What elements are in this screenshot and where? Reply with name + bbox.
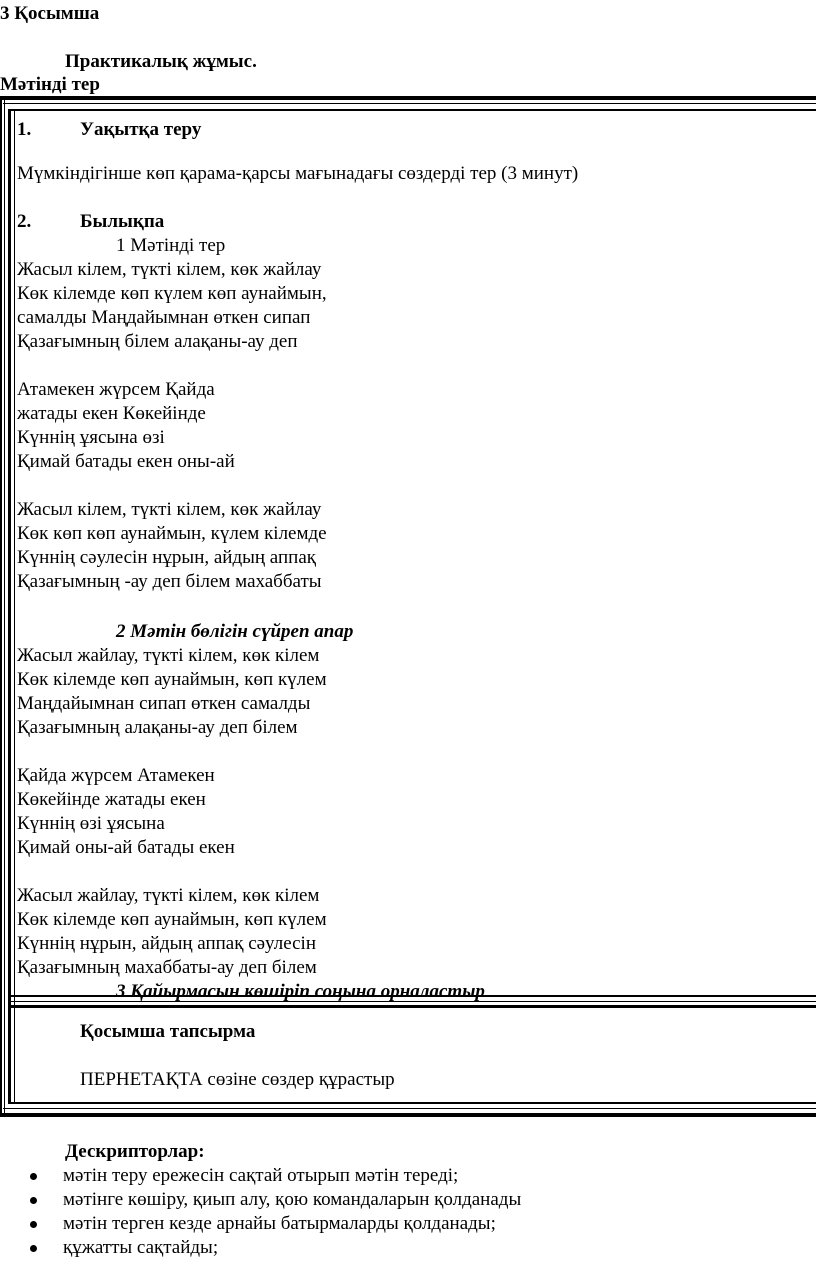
bullet-icon <box>30 1245 37 1252</box>
poem-line: Жасыл кілем, түкті кілем, көк жайлау <box>17 259 322 280</box>
poem-line: Көк көп көп аунаймын, күлем кілемде <box>17 523 327 544</box>
list-item: мәтін теру ережесін сақтай отырып мәтін тереді; <box>0 1164 521 1188</box>
poem-line: Маңдайымнан сипап өткен самалды <box>17 693 311 714</box>
poem-line: Жасыл кілем, түкті кілем, көк жайлау <box>17 499 322 520</box>
poem-line: Атамекен жүрсем Қайда <box>17 379 215 400</box>
list-item: мәтінге көшіру, қиып алу, қою командаларын қолданады <box>0 1188 521 1212</box>
descriptors-list <box>0 1164 521 1260</box>
poem-line: Қазағымның алақаны-ау деп білем <box>17 717 298 738</box>
section2-number: 2. <box>17 211 32 232</box>
poem-line: Көкейінде жатады екен <box>17 789 206 810</box>
page-subtitle: Мәтінді тер <box>0 74 100 95</box>
poem-line: Жасыл жайлау, түкті кілем, көк кілем <box>17 645 320 666</box>
bullet-icon <box>30 1221 37 1228</box>
poem-line: самалды Маңдайымнан өткен сипап <box>17 307 311 328</box>
section1-number: 1. <box>17 119 32 140</box>
poem-line: жатады екен Көкейінде <box>17 403 206 424</box>
poem-line: Күннің сәулесін нұрын, айдың аппақ <box>17 547 316 568</box>
poem-line: Қазағымның білем алақаны-ау деп <box>17 331 298 352</box>
poem-line: Күннің нұрын, айдың аппақ сәулесін <box>17 933 316 954</box>
extra-task-text: ПЕРНЕТАҚТА сөзіне сөздер құрастыр <box>80 1069 395 1090</box>
section1-heading: Уақытқа теру <box>80 119 202 140</box>
section1-task: Мүмкіндігінше көп қарама-қарсы мағынадағы сөздерді тер (3 минут) <box>17 163 579 184</box>
subheading-copy-chorus: 3 Қайырмасын көшіріп соңына орналастыр <box>116 981 485 1002</box>
poem-line: Көк кілемде көп күлем көп аунаймын, <box>17 283 327 304</box>
poem-line: Қазағымның -ау деп білем махаббаты <box>17 571 322 592</box>
bullet-icon <box>30 1173 37 1180</box>
poem-line: Көк кілемде көп аунаймын, көп күлем <box>17 909 327 930</box>
poem-line: Қайда жүрсем Атамекен <box>17 765 215 786</box>
subheading-drag-part: 2 Мәтін бөлігін сүйреп апар <box>116 621 354 642</box>
appendix-label: 3 Қосымша <box>0 3 100 24</box>
page-title: Практикалық жұмыс. <box>65 51 257 72</box>
extra-task-heading: Қосымша тапсырма <box>80 1021 256 1042</box>
bullet-icon <box>30 1197 37 1204</box>
poem-line: Күннің ұясына өзі <box>17 427 165 448</box>
poem-line: Қимай оны-ай батады екен <box>17 837 235 858</box>
poem-line: Қазағымның махаббаты-ау деп білем <box>17 957 317 978</box>
list-item: құжатты сақтайды; <box>0 1236 521 1260</box>
list-item: мәтін терген кезде арнайы батырмаларды қолданады; <box>0 1212 521 1236</box>
poem-line: Қимай батады екен оны-ай <box>17 451 235 472</box>
poem-line: Күннің өзі ұясына <box>17 813 165 834</box>
section2-heading: Былықпа <box>80 211 165 232</box>
poem-line: Жасыл жайлау, түкті кілем, көк кілем <box>17 885 320 906</box>
subheading-type-text: 1 Мәтінді тер <box>116 235 226 256</box>
poem-line: Көк кілемде көп аунаймын, көп күлем <box>17 669 327 690</box>
descriptors-heading: Дескрипторлар: <box>65 1141 205 1162</box>
